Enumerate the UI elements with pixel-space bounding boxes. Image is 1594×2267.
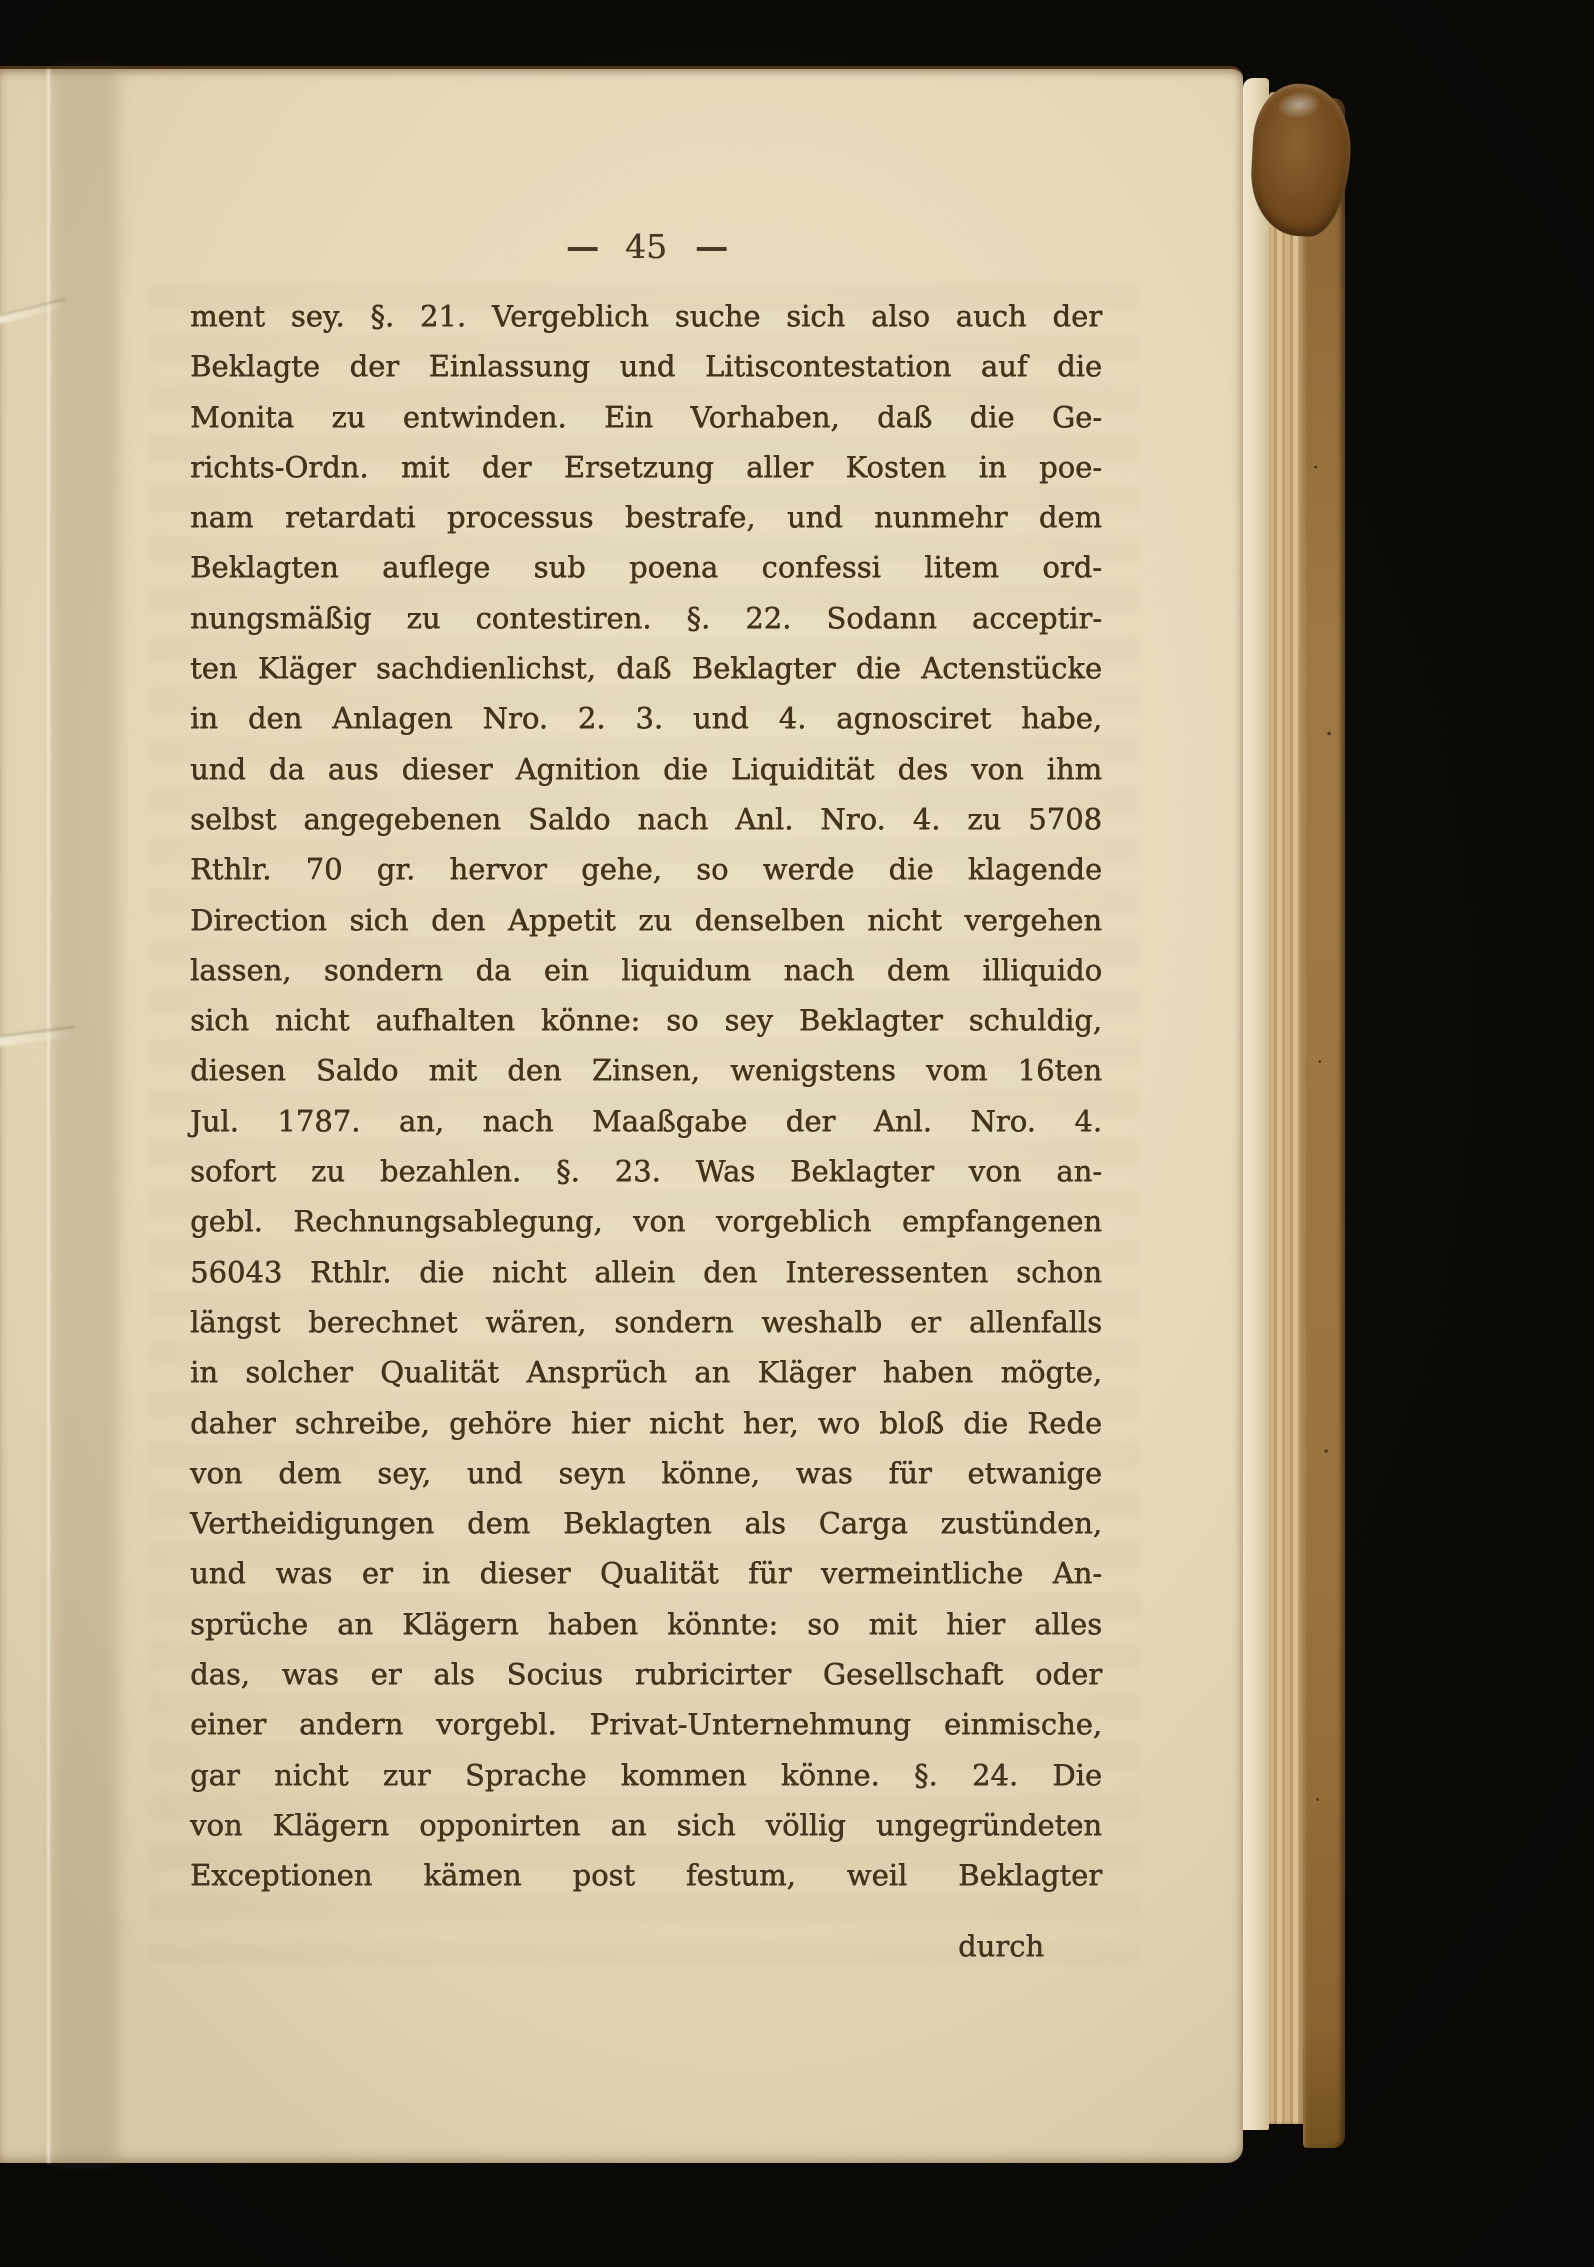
text-line: und da aus dieser Agnition die Liquidität des von ihm [190,751,1102,786]
text-line: längst berechnet wären, sondern weshalb er allenfalls [190,1304,1102,1339]
text-line: nam retardati processus bestrafe, und nunmehr dem [190,500,1102,535]
catchword: durch [957,1929,1044,1963]
text-line: selbst angegebenen Saldo nach Anl. Nro. 4. zu 5708 [190,801,1102,836]
gutter-crease-line [47,69,50,2163]
text-line: Exceptionen kämen post festum, weil Beklagter [190,1858,1102,1893]
text-line: Jul. 1787. an, nach Maaßgabe der Anl. Nro. 4. [190,1103,1102,1138]
text-line: sich nicht aufhalten könne: so sey Beklagter schuldig, [190,1003,1102,1038]
text-line: Rthlr. 70 gr. hervor gehe, so werde die klagende [190,852,1102,887]
text-line: lassen, sondern da ein liquidum nach dem illiquido [190,952,1102,987]
text-line: nungsmäßig zu contestiren. §. 22. Sodann acceptir- [190,600,1102,635]
text-line: und was er in dieser Qualität für vermeintliche An- [190,1556,1102,1591]
text-line: sprüche an Klägern haben könnte: so mit hier alles [190,1606,1102,1641]
text-line: in den Anlagen Nro. 2. 3. und 4. agnosciret habe, [190,701,1102,736]
text-line: Beklagte der Einlassung und Litiscontestation auf die [190,349,1102,384]
text-line: Direction sich den Appetit zu denselben nicht vergehen [190,902,1102,937]
page-number: 45 [625,227,667,266]
text-line: einer andern vorgebl. Privat-Unternehmung einmische, [190,1707,1102,1742]
text-line: in solcher Qualität Ansprüch an Kläger haben mögte, [190,1355,1102,1390]
header-dash-left: — [566,227,597,266]
text-line: diesen Saldo mit den Zinsen, wenigstens vom 16ten [190,1053,1102,1088]
body-text [190,291,1102,1901]
text-line: das, was er als Socius rubricirter Gesellschaft oder [190,1657,1102,1692]
text-line: daher schreibe, gehöre hier nicht her, wo bloß die Rede [190,1405,1102,1440]
text-line: gebl. Rechnungsablegung, von vorgeblich empfangenen [190,1204,1102,1239]
text-line: gar nicht zur Sprache kommen könne. §. 24. Die [190,1757,1102,1792]
text-line: Monita zu entwinden. Ein Vorhaben, daß die Ge- [190,399,1102,434]
text-line: von dem sey, und seyn könne, was für etwanige [190,1455,1102,1490]
text-line: ten Kläger sachdienlichst, daß Beklagter die Actenstücke [190,651,1102,686]
text-line: von Klägern opponirten an sich völlig ungegründeten [190,1807,1102,1842]
header-dash-right: — [695,227,726,266]
text-line: richts-Ordn. mit der Ersetzung aller Kosten in poe- [190,449,1102,484]
text-line: sofort zu bezahlen. §. 23. Was Beklagter von an- [190,1154,1102,1189]
page-fold-edge [1243,78,1269,2130]
page [0,66,1243,2163]
text-line: Vertheidigungen dem Beklagten als Carga zustünden, [190,1506,1102,1541]
fore-edge-pages [1269,92,1303,2124]
cover-board-edge [1303,98,1345,2148]
text-line: 56043 Rthlr. die nicht allein den Interessenten schon [190,1254,1102,1289]
gutter-shadow [52,69,118,2163]
text-line: Beklagten auflege sub poena confessi litem ord- [190,550,1102,585]
text-line: ment sey. §. 21. Vergeblich suche sich also auch der [190,299,1102,333]
page-header [190,225,1102,269]
